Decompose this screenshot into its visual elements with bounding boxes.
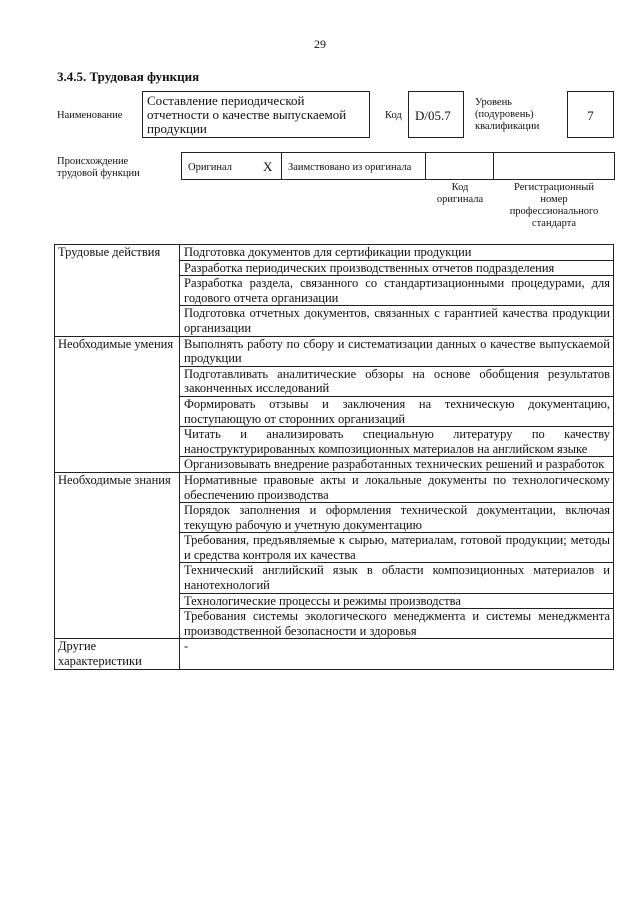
origin-divider-3 xyxy=(493,152,494,180)
origin-label: Происхождение трудовой функции xyxy=(57,156,140,179)
item-cell: Требования, предъявляемые к сырью, материалам, готовой продукции; методы и средства контроля их качества xyxy=(180,533,614,563)
item-cell: Подготовка отчетных документов, связанных с гарантией качества продукции организации xyxy=(180,306,614,336)
borrowed-label: Заимствовано из оригинала xyxy=(288,162,412,173)
item-cell: Разработка раздела, связанного со стандартизационными процедурами, для годового отчета организации xyxy=(180,276,614,306)
item-cell: Формировать отзывы и заключения на техническую документацию, поступающую от сторонних организаций xyxy=(180,396,614,426)
page-number: 29 xyxy=(314,37,326,51)
item-cell: Разработка периодических производственных отчетов подразделения xyxy=(180,260,614,276)
code-label: Код xyxy=(385,110,402,121)
category-label: Необходимые умения xyxy=(58,336,174,351)
item-cell: Нормативные правовые акты и локальные документы по технологическому обеспечению производства xyxy=(180,472,614,502)
table-row xyxy=(55,336,614,366)
category-label: Необходимые знания xyxy=(58,472,171,487)
name-value: Составление периодической отчетности о качестве выпускаемой продукции xyxy=(147,93,347,136)
level-value: 7 xyxy=(587,108,594,123)
origin-divider-1 xyxy=(281,152,282,180)
item-cell: - xyxy=(180,639,614,669)
labor-function-table xyxy=(54,244,614,670)
item-cell: Порядок заполнения и оформления технической документации, включая текущую рабочую и учетную документацию xyxy=(180,503,614,533)
table-row xyxy=(55,245,614,261)
code-caption: Код оригинала xyxy=(436,182,484,205)
item-cell: Читать и анализировать специальную литературу по качеству наноструктурированных композиционных материалов на английском языке xyxy=(180,427,614,457)
table-row xyxy=(55,472,614,502)
code-value: D/05.7 xyxy=(415,108,451,123)
name-label: Наименование xyxy=(57,110,123,121)
category-label: Трудовые действия xyxy=(58,245,161,259)
level-value-box xyxy=(567,91,614,138)
item-cell: Технический английский язык в области композиционных материалов и нанотехнологий xyxy=(180,563,614,593)
origin-divider-2 xyxy=(425,152,426,180)
category-cell xyxy=(55,639,180,669)
item-cell: Подготавливать аналитические обзоры на основе обобщения результатов законченных исследований xyxy=(180,366,614,396)
table-row xyxy=(55,639,614,669)
level-label: Уровень (подуровень) квалификации xyxy=(475,97,540,132)
name-value-box xyxy=(142,91,370,138)
reg-caption: Регистрационный номер профессионального стандарта xyxy=(509,182,599,229)
category-cell xyxy=(55,336,180,472)
original-mark: X xyxy=(263,159,273,174)
category-label: Другие характеристики xyxy=(58,639,142,669)
item-cell: Выполнять работу по сбору и систематизации данных о качестве выпускаемой продукции xyxy=(180,336,614,366)
original-label: Оригинал xyxy=(188,162,232,173)
item-cell: Организовывать внедрение разработанных технических решений и разработок xyxy=(180,457,614,473)
category-cell xyxy=(55,245,180,337)
item-cell: Подготовка документов для сертификации продукции xyxy=(180,245,614,261)
section-title: 3.4.5. Трудовая функция xyxy=(57,69,200,84)
item-cell: Требования системы экологического менеджмента и системы менеджмента производственной безопасности и здоровья xyxy=(180,609,614,639)
item-cell: Технологические процессы и режимы производства xyxy=(180,593,614,609)
category-cell xyxy=(55,472,180,639)
code-value-box xyxy=(408,91,464,138)
